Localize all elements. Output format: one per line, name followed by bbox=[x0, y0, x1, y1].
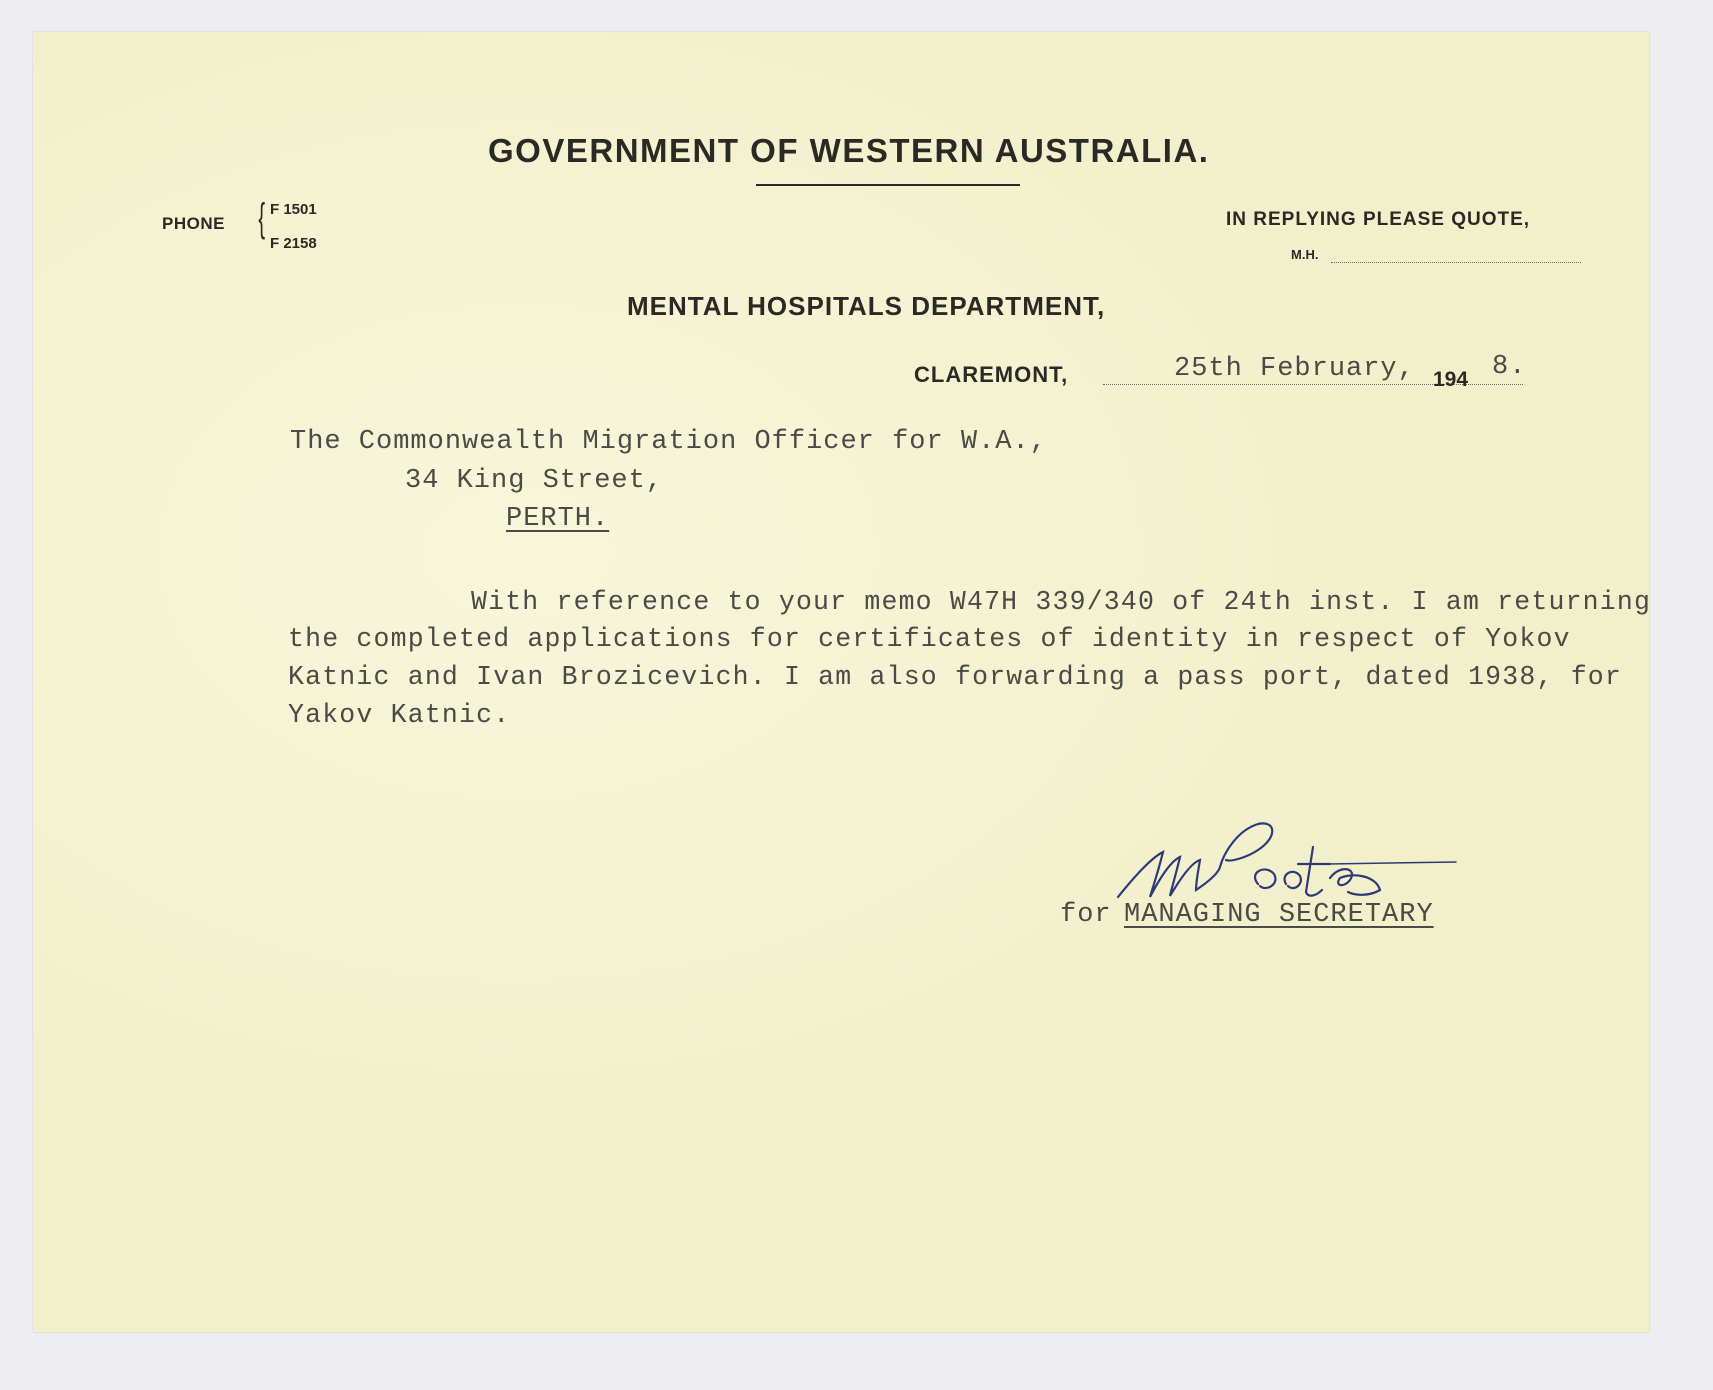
body-line-1: With reference to your memo W47H 339/340 of 24th inst. I am returning bbox=[471, 587, 1652, 617]
letter-sheet bbox=[33, 32, 1652, 1332]
reply-ref-line bbox=[1331, 262, 1581, 263]
address-line-1: The Commonwealth Migration Officer for W.A., bbox=[290, 427, 1047, 457]
location-label: CLAREMONT, bbox=[914, 362, 1069, 387]
phone-number-2: F 2158 bbox=[270, 235, 317, 252]
body-line-3: Katnic and Ivan Brozicevich. I am also forwarding a pass port, dated 1938, for bbox=[288, 662, 1623, 692]
year-prefix: 194 bbox=[1433, 368, 1469, 391]
address-line-3: PERTH. bbox=[506, 504, 610, 534]
phone-brace: { bbox=[258, 196, 266, 240]
signoff-title: MANAGING SECRETARY bbox=[1124, 900, 1434, 930]
address-line-2: 34 King Street, bbox=[405, 466, 664, 496]
year-digit: 8. bbox=[1492, 352, 1527, 382]
reply-ref-label: M.H. bbox=[1291, 247, 1319, 262]
phone-number-1: F 1501 bbox=[270, 201, 317, 218]
body-line-2: the completed applications for certificates of identity in respect of Yokov bbox=[288, 624, 1571, 654]
letterhead-title: GOVERNMENT OF WESTERN AUSTRALIA. bbox=[488, 132, 1210, 169]
letter-date: 25th February, bbox=[1174, 354, 1415, 384]
reply-quote-label: IN REPLYING PLEASE QUOTE, bbox=[1226, 209, 1531, 230]
department-name: MENTAL HOSPITALS DEPARTMENT, bbox=[627, 291, 1106, 321]
title-rule bbox=[756, 184, 1020, 186]
signoff-for: for bbox=[1060, 900, 1112, 930]
phone-label: PHONE bbox=[162, 214, 225, 233]
body-line-4: Yakov Katnic. bbox=[288, 700, 511, 730]
